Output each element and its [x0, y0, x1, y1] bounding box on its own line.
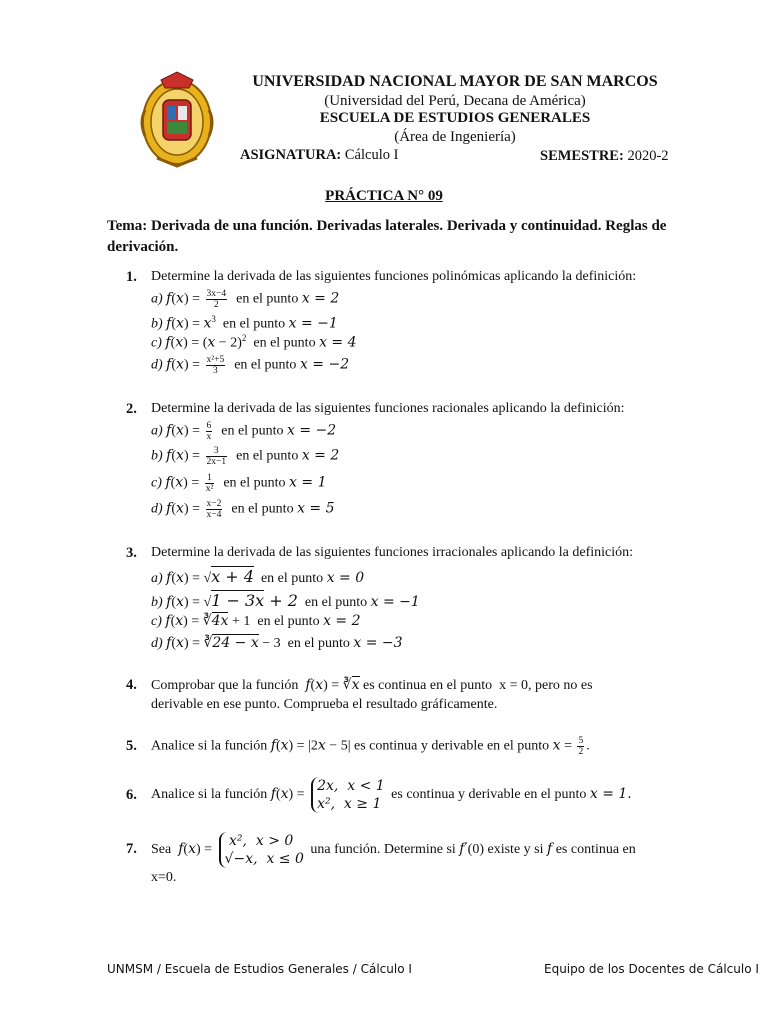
semester-value: 2020-2 [627, 148, 669, 164]
problem-2c: c) f(x) = $\frac{1}{\text{x²}}$ en el punto x = 1 [151, 473, 327, 494]
semester-label: SEMESTRE: [540, 148, 624, 164]
problem-1a: a) f(x) = $\frac{3x-4}{2}$ en el punto x = 2 [151, 289, 340, 310]
problem-5-number: 5. [126, 738, 137, 754]
area-name: (Área de Ingeniería) [394, 129, 516, 145]
subject-value: Cálculo I [344, 147, 399, 163]
problem-6-text: Analice si la función f(x) = 2x, x < 1 x², x ≥ 1 es continua y derivable en el punto x = 1. [151, 778, 632, 812]
university-seal-logo [137, 70, 217, 170]
semester-line [540, 148, 669, 165]
problem-4-line1: Comprobar que la función f(x) = ∛x es continua en el punto x = 0, pero no es [151, 677, 593, 693]
practice-title: PRÁCTICA N° 09 [325, 188, 443, 204]
problem-2a: a) f(x) = $\frac{6}{x}$ en el punto x = −2 [151, 421, 337, 442]
footer-left: UNMSM / Escuela de Estudios Generales / Cálculo I [107, 962, 412, 976]
problem-2d: d) f(x) = $\frac{x-2}{x-4}$ en el punto x = 5 [151, 499, 335, 520]
problem-4-line2: derivable en ese punto. Comprueba el resultado gráficamente. [151, 697, 498, 712]
problem-5-text: Analice si la función f(x) = |2x − 5| es continua y derivable en el punto x = $\frac{5}{2}$ . [151, 736, 590, 757]
problem-1b: b) $f(x) = x^3$ en el punto x = −1 [151, 314, 338, 332]
problem-3b: b) f(x) = √1 − 3x + 2 en el punto x = −1 [151, 591, 420, 610]
problem-3c: c) f(x) = ∛4x + 1 en el punto x = 2 [151, 613, 361, 629]
problem-2-number: 2. [126, 401, 137, 417]
problem-3a: a) f(x) = √x + 4 en el punto x = 0 [151, 567, 365, 586]
problem-4-number: 4. [126, 677, 137, 693]
university-subtitle: (Universidad del Perú, Decana de América) [324, 93, 586, 109]
problem-3d: d) f(x) = ∛24 − x − 3 en el punto x = −3 [151, 635, 403, 651]
problem-7-line2: x=0. [151, 870, 177, 885]
problem-7-line1: Sea f(x) = x², x > 0 √−x, x ≤ 0 una función. Determine si f′(0) existe y si f es continua en [151, 833, 636, 867]
problem-1-text: Determine la derivada de las siguientes funciones polinómicas aplicando la definición: [151, 269, 637, 284]
problem-3-text: Determine la derivada de las siguientes funciones irracionales aplicando la definición: [151, 545, 634, 560]
problem-2-text: Determine la derivada de las siguientes funciones racionales aplicando la definición: [151, 401, 625, 416]
subject-line [240, 147, 398, 164]
subject-label: ASIGNATURA: [240, 147, 342, 163]
theme-text: Tema: Derivada de una función. Derivadas laterales. Derivada y continuidad. Reglas de derivación. [107, 218, 667, 255]
problem-2b: b) f(x) = $\frac{3}{2x-1}$ en el punto x = 2 [151, 446, 340, 467]
problem-1-number: 1. [126, 269, 137, 285]
footer-right: Equipo de los Docentes de Cálculo I [544, 962, 759, 976]
university-name: UNIVERSIDAD NACIONAL MAYOR DE SAN MARCOS [252, 73, 658, 90]
problem-1c: c) $f(x) = (x - 2)^2$ en el punto x = 4 [151, 333, 357, 351]
problem-7-number: 7. [126, 841, 137, 857]
problem-3-number: 3. [126, 545, 137, 561]
problem-6-number: 6. [126, 787, 137, 803]
school-name: ESCUELA DE ESTUDIOS GENERALES [319, 110, 591, 126]
problem-1d: d) f(x) = $\frac{\text{x²+5}}{3}$ en el punto x = −2 [151, 355, 350, 376]
